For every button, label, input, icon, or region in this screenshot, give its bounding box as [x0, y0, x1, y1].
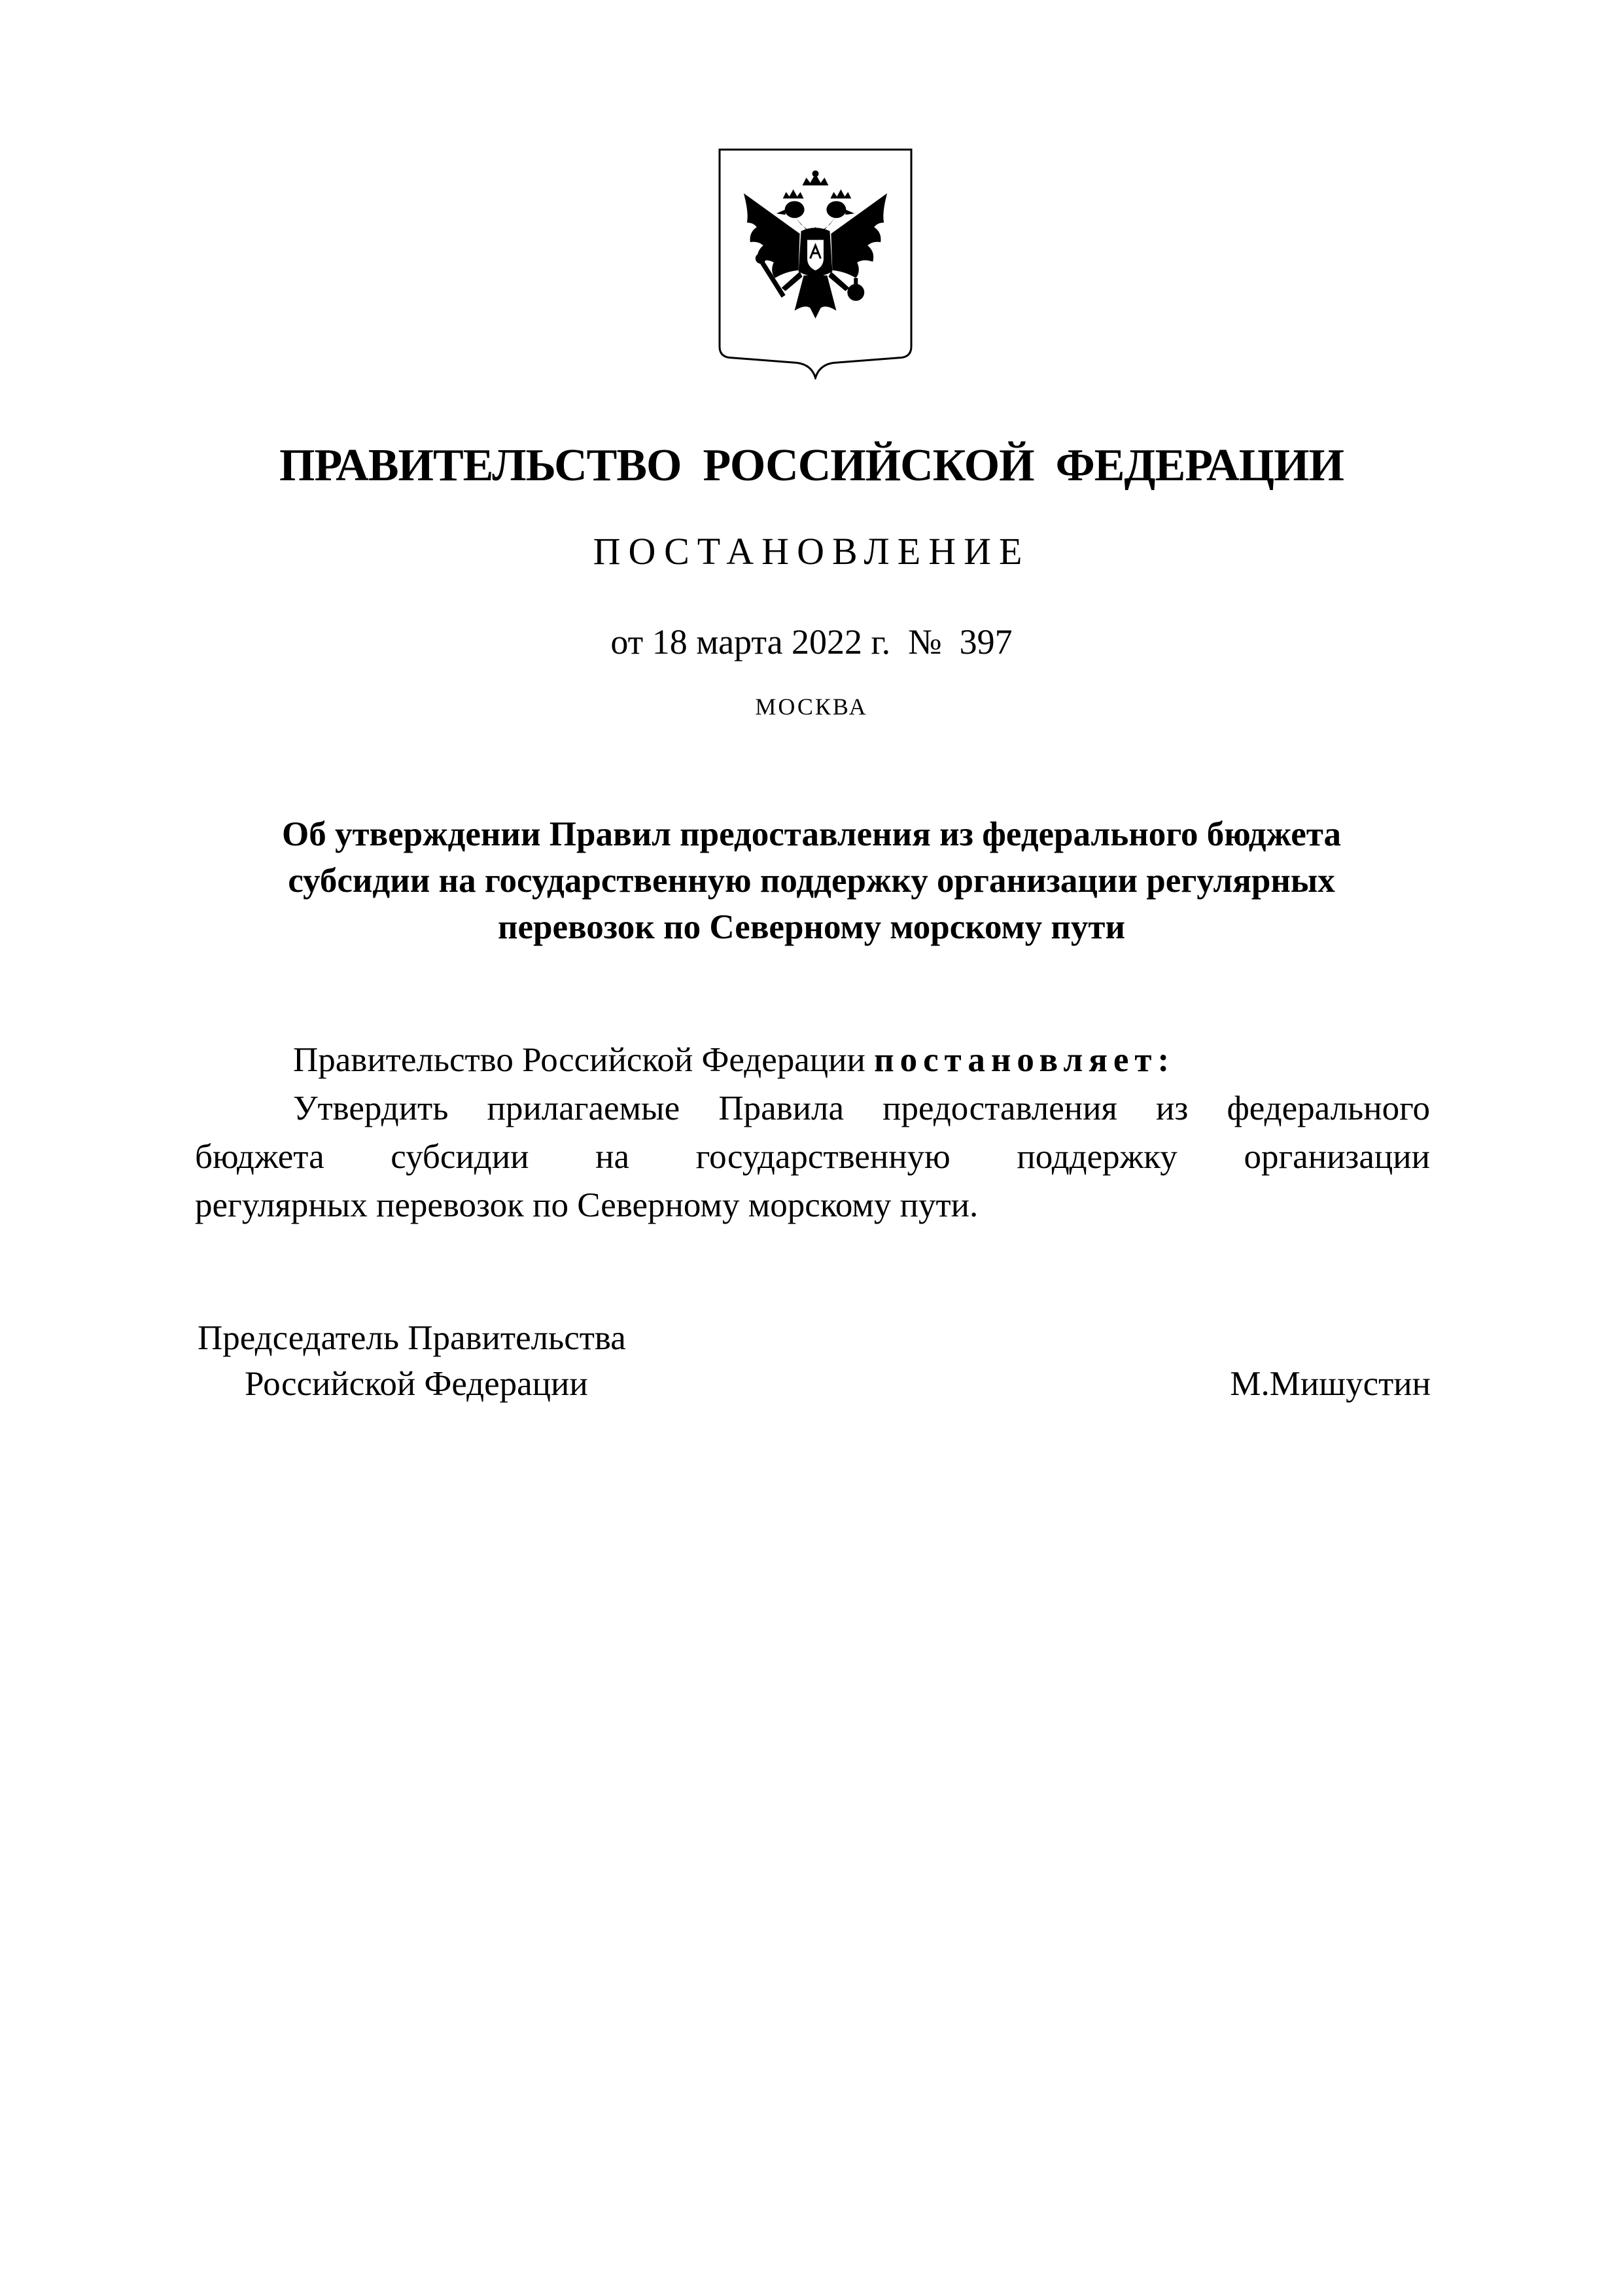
decree-word: постановляет:: [874, 1041, 1176, 1079]
signatory-title-continued: Российской Федерации: [245, 1365, 588, 1403]
paragraph-line: Утвердить прилагаемые Правила предоставления из федерального: [293, 1089, 1430, 1127]
subject-line: субсидии на государственную поддержку организации регулярных: [288, 862, 1335, 900]
paragraph-line: бюджета субсидии на государственную поддержку организации: [195, 1138, 1430, 1176]
decree-intro: [195, 1036, 1430, 1084]
russian-coat-of-arms-icon: [718, 147, 913, 380]
government-title: ПРАВИТЕЛЬСТВО РОССИЙСКОЙ ФЕДЕРАЦИИ: [279, 440, 1344, 491]
paragraph-line: регулярных перевозок по Северному морскому пути.: [195, 1186, 979, 1224]
subject-line: Об утверждении Правил предоставления из федерального бюджета: [281, 815, 1341, 853]
subject-line: перевозок по Северному морскому пути: [497, 908, 1126, 946]
signatory-title: Председатель Правительства: [198, 1319, 626, 1357]
city: МОСКВА: [755, 694, 868, 720]
intro-text: Правительство Российской Федерации: [293, 1041, 875, 1079]
date-and-number: от 18 марта 2022 г. № 397: [610, 622, 1013, 662]
decree-paragraph: [195, 1084, 1430, 1229]
document-type: ПОСТАНОВЛЕНИЕ: [593, 530, 1030, 573]
signatory-name: М.Мишустин: [1230, 1365, 1431, 1403]
document-subject: [196, 811, 1427, 951]
